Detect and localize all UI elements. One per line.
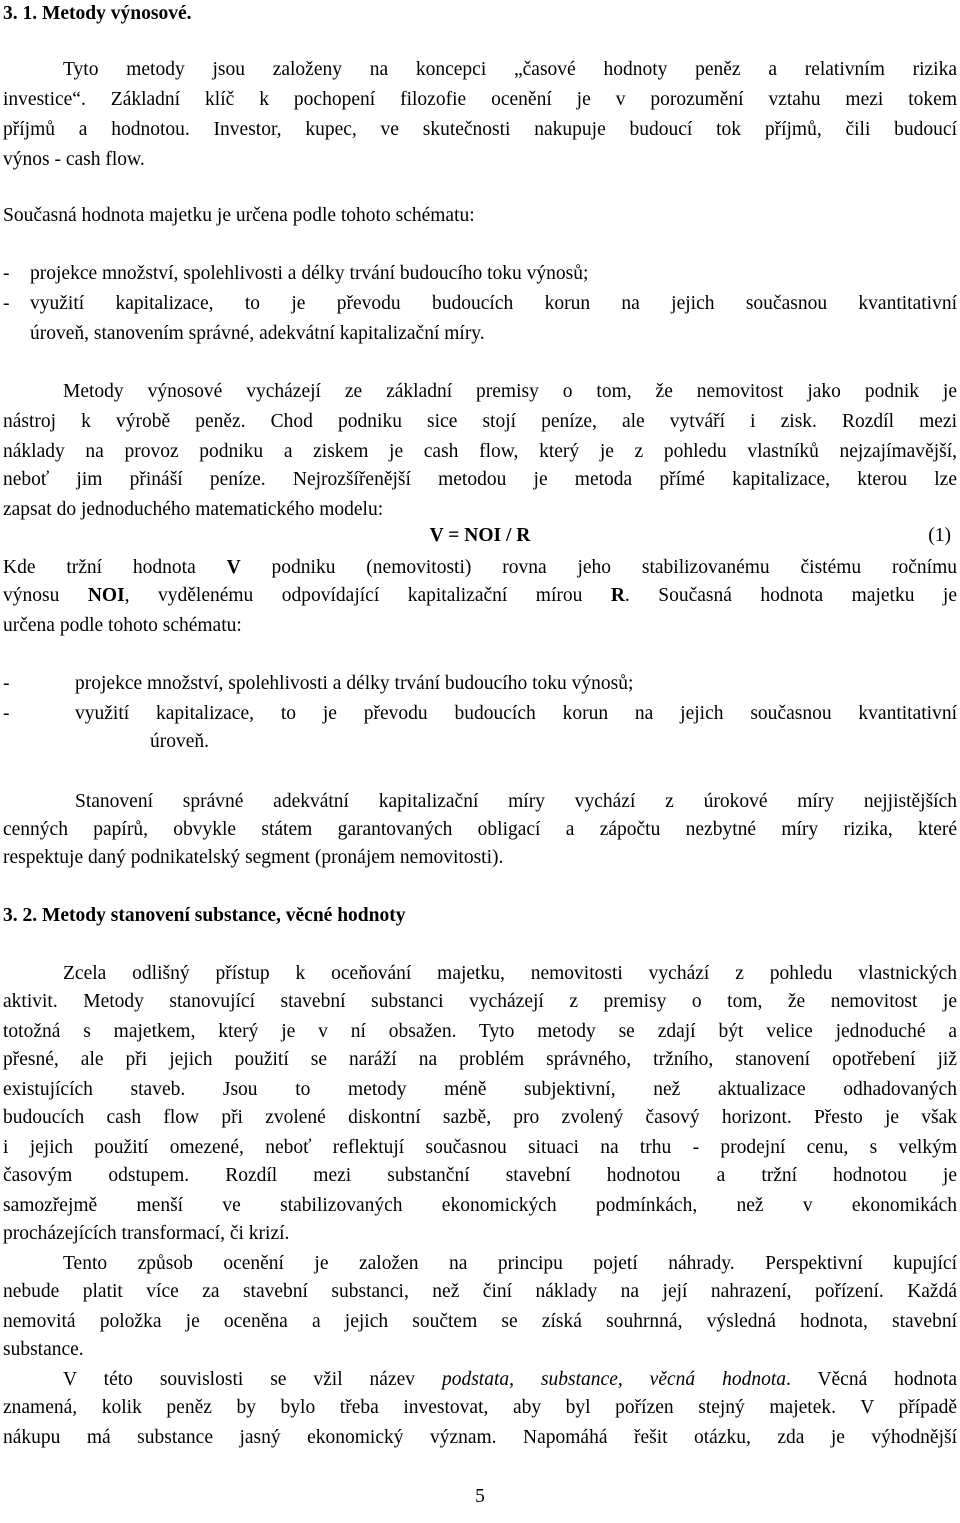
paragraph-line: substance. [3, 1339, 84, 1360]
list-dash: - [3, 263, 10, 284]
list-item-text: projekce množství, spolehlivosti a délky trvání budoucího toku výnosů; [75, 673, 634, 694]
paragraph-line: investice“. Základní klíč k pochopení filozofie ocenění je v porozumění vztahu mezi tokem [3, 89, 957, 110]
paragraph-line: náklady na provoz podniku a ziskem je cash flow, který je z pohledu vlastníků nejzajímavější, [3, 441, 957, 462]
paragraph-line: V této souvislosti se vžil název podstata, substance, věcná hodnota. Věcná hodnota [63, 1369, 957, 1390]
paragraph-line: procházejících transformací, či krizí. [3, 1223, 290, 1244]
paragraph-line: existujících staveb. Jsou to metody méně subjektivní, než aktualizace odhadovaných [3, 1079, 957, 1100]
section-heading-3-2: 3. 2. Metody stanovení substance, věcné hodnoty [3, 905, 406, 926]
paragraph-line: Tyto metody jsou založeny na koncepci „časové hodnoty peněz a relativním rizika [63, 59, 957, 80]
list-dash: - [3, 293, 10, 314]
paragraph-line: znamená, kolik peněz by bylo třeba investovat, aby byl pořízen stejný majetek. V případě [3, 1397, 957, 1418]
list-item-text: využití kapitalizace, to je převodu budoucích korun na jejich současnou kvantitativní [30, 293, 957, 314]
paragraph-line: nemovitá položka je oceněna a jejich součtem se získá souhrnná, výsledná hodnota, stavební [3, 1311, 957, 1332]
paragraph-line: Zcela odlišný přístup k oceňování majetku, nemovitosti vychází z pohledu vlastnických [63, 963, 957, 984]
paragraph-line: Kde tržní hodnota V podniku (nemovitosti) rovna jeho stabilizovanému čistému ročnímu [3, 557, 957, 578]
paragraph-line: příjmů a hodnotou. Investor, kupec, ve skutečnosti nakupuje budoucí tok příjmů, čili budoucí [3, 119, 957, 140]
paragraph-line: časovým odstupem. Rozdíl mezi substanční stavební hodnotou a tržní hodnotou je [3, 1165, 957, 1186]
paragraph-line: Současná hodnota majetku je určena podle tohoto schématu: [3, 205, 475, 226]
list-dash: - [3, 673, 10, 694]
list-item-text: využití kapitalizace, to je převodu budoucích korun na jejich současnou kvantitativní [75, 703, 957, 724]
section-heading-3-1: 3. 1. Metody výnosové. [3, 3, 192, 24]
paragraph-line: Metody výnosové vycházejí ze základní premisy o tom, že nemovitost jako podnik je [63, 381, 957, 402]
paragraph-line: aktivit. Metody stanovující stavební substanci vycházejí z premisy o tom, že nemovitost je [3, 991, 957, 1012]
paragraph-line: Tento způsob ocenění je založen na principu pojetí náhrady. Perspektivní kupující [63, 1253, 957, 1274]
paragraph-line: nebude platit více za stavební substanci, než činí náklady na její nahrazení, pořízení. Každá [3, 1281, 957, 1302]
page-number: 5 [475, 1486, 485, 1507]
paragraph-line: budoucích cash flow při zvolené diskontní sazbě, pro zvolený časový horizont. Přesto je však [3, 1107, 957, 1128]
paragraph-line: výnosu NOI, vydělenému odpovídající kapitalizační mírou R. Současná hodnota majetku je [3, 585, 958, 606]
paragraph-line: nástroj k výrobě peněz. Chod podniku sice stojí peníze, ale vytváří i zisk. Rozdíl mezi [3, 411, 957, 432]
equation-number: (1) [928, 525, 951, 546]
list-item-text: projekce množství, spolehlivosti a délky trvání budoucího toku výnosů; [30, 263, 589, 284]
paragraph-line: určena podle tohoto schématu: [3, 615, 242, 636]
equation: V = NOI / R [429, 525, 531, 546]
paragraph-line: cenných papírů, obvykle státem garantovaných obligací a zápočtu nezbytné míry rizika, které [3, 819, 957, 840]
paragraph-line: výnos - cash flow. [3, 149, 145, 170]
paragraph-line: totožná s majetkem, který je v ní obsažen. Tyto metody se zdají být velice jednoduché a [3, 1021, 957, 1042]
list-item-text: úroveň. [150, 731, 210, 752]
paragraph-line: zapsat do jednoduchého matematického modelu: [3, 499, 384, 520]
paragraph-line: přesné, ale při jejich použití se naráží na problém správného, tržního, stanovení opotřebení již [3, 1049, 957, 1070]
paragraph-line: neboť jim přináší peníze. Nejrozšířenější metodou je metoda přímé kapitalizace, kterou lze [3, 469, 957, 490]
paragraph-line: samozřejmě menší ve stabilizovaných ekonomických podmínkách, než v ekonomikách [3, 1195, 957, 1216]
list-dash: - [3, 703, 10, 724]
paragraph-line: nákupu má substance jasný ekonomický význam. Napomáhá řešit otázku, zda je výhodnější [3, 1427, 957, 1448]
paragraph-line: Stanovení správné adekvátní kapitalizační míry vychází z úrokové míry nejjistějších [75, 791, 957, 812]
paragraph-line: respektuje daný podnikatelský segment (pronájem nemovitosti). [3, 847, 504, 868]
list-item-text: úroveň, stanovením správné, adekvátní kapitalizační míry. [30, 323, 485, 344]
paragraph-line: i jejich použití omezené, neboť reflektují současnou situaci na trhu - prodejní cenu, s velkým [3, 1137, 957, 1158]
